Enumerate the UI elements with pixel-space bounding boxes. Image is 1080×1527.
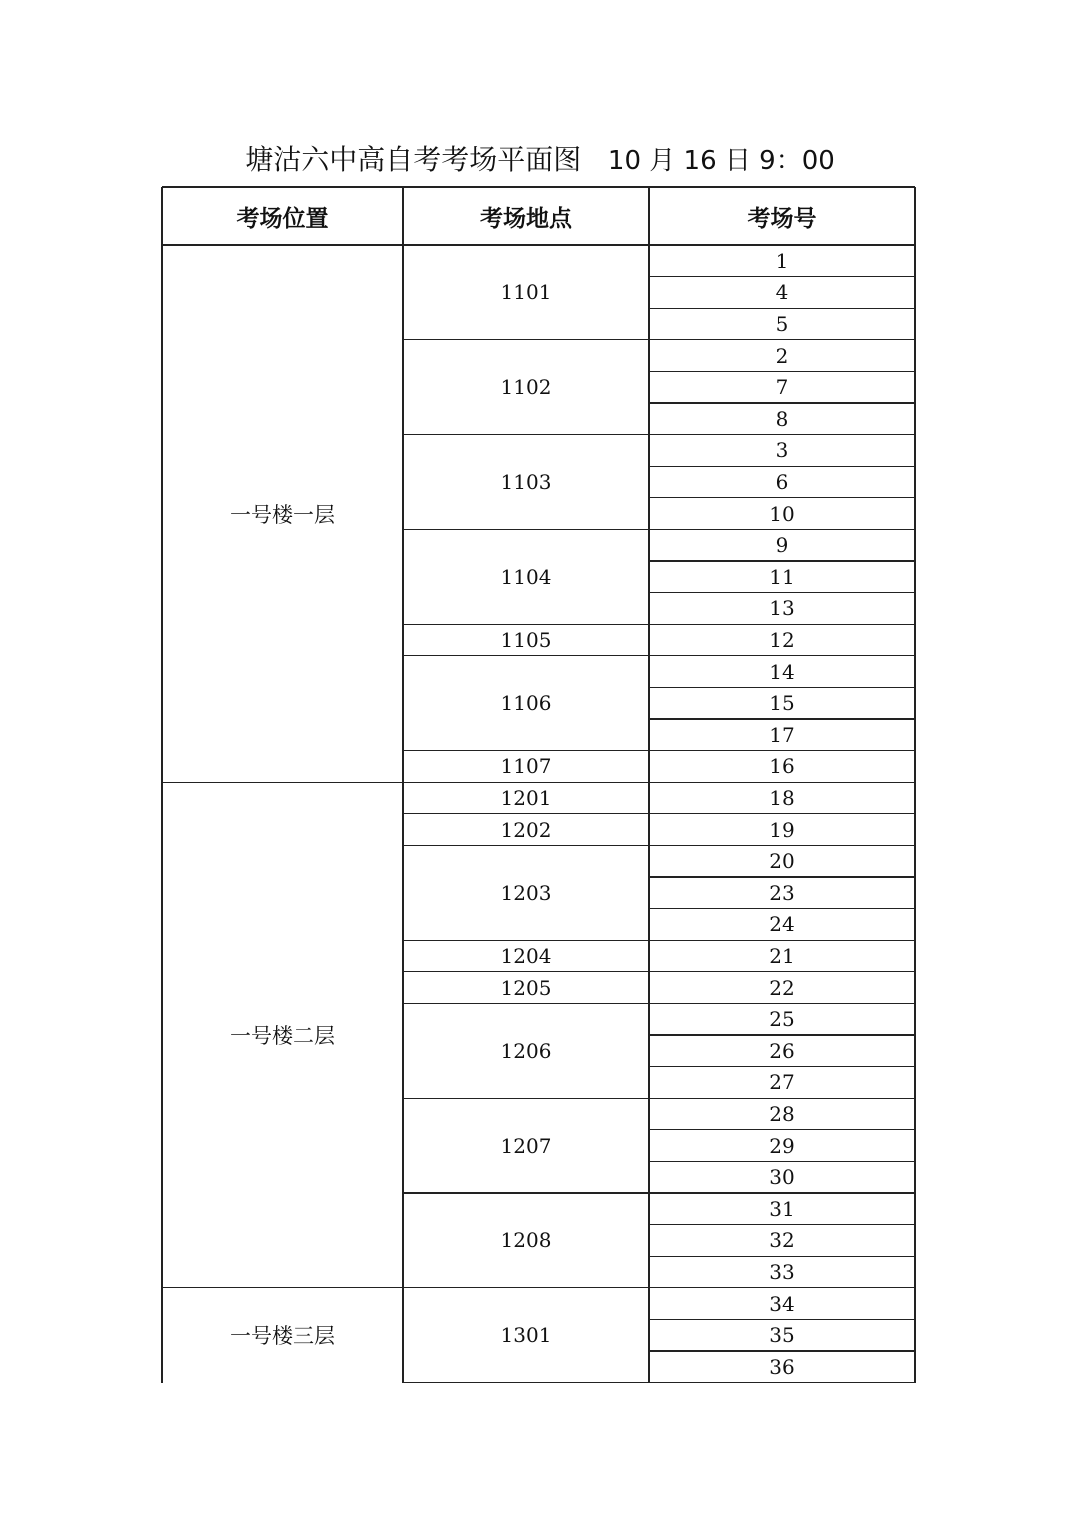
title-date: 10 月 16 日 9：00 bbox=[607, 146, 835, 176]
exam-number: 13 bbox=[769, 596, 795, 621]
exam-number: 26 bbox=[769, 1038, 795, 1063]
room-number: 1201 bbox=[500, 785, 552, 810]
room-number: 1105 bbox=[500, 627, 552, 652]
room-number: 1207 bbox=[500, 1133, 552, 1158]
exam-number: 8 bbox=[775, 406, 789, 431]
exam-number: 11 bbox=[769, 564, 795, 589]
exam-number: 31 bbox=[769, 1196, 795, 1221]
grid-line bbox=[162, 186, 915, 187]
exam-number: 17 bbox=[769, 722, 795, 747]
room-number: 1204 bbox=[500, 943, 552, 968]
exam-number: 14 bbox=[769, 659, 795, 684]
exam-number: 19 bbox=[769, 817, 795, 842]
exam-number: 3 bbox=[775, 438, 789, 463]
exam-number: 36 bbox=[769, 1354, 795, 1379]
exam-number: 29 bbox=[769, 1133, 795, 1158]
grid-line bbox=[648, 187, 649, 1383]
exam-number: 7 bbox=[775, 375, 789, 400]
grid-line bbox=[914, 187, 915, 1383]
exam-number: 9 bbox=[775, 533, 789, 558]
grid-line bbox=[402, 187, 403, 1383]
exam-number: 28 bbox=[769, 1101, 795, 1126]
exam-number: 10 bbox=[769, 501, 795, 526]
exam-number: 32 bbox=[769, 1228, 795, 1253]
room-number: 1103 bbox=[500, 469, 552, 494]
column-header: 考场号 bbox=[747, 205, 817, 232]
title-main: 塘沽六中高自考考场平面图 bbox=[245, 143, 582, 176]
exam-number: 4 bbox=[775, 280, 789, 305]
room-number: 1203 bbox=[500, 880, 552, 905]
exam-number: 15 bbox=[769, 691, 795, 716]
exam-number: 33 bbox=[769, 1259, 795, 1284]
room-number: 1206 bbox=[500, 1038, 552, 1063]
exam-number: 25 bbox=[769, 1007, 795, 1032]
exam-number: 16 bbox=[769, 754, 795, 779]
room-number: 1102 bbox=[500, 375, 552, 400]
room-number: 1202 bbox=[500, 817, 552, 842]
column-header: 考场位置 bbox=[236, 205, 329, 232]
exam-number: 34 bbox=[769, 1291, 795, 1316]
page-title bbox=[0, 140, 1080, 181]
location-name: 一号楼二层 bbox=[230, 1023, 335, 1048]
column-header: 考场地点 bbox=[480, 205, 572, 232]
grid-line bbox=[161, 187, 162, 1383]
grid-line bbox=[403, 1382, 649, 1383]
exam-number: 6 bbox=[775, 469, 789, 494]
room-number: 1101 bbox=[500, 280, 552, 305]
exam-room-table bbox=[162, 187, 915, 1387]
exam-number: 1 bbox=[775, 248, 789, 273]
grid-line bbox=[649, 1382, 915, 1383]
exam-number: 5 bbox=[775, 311, 789, 336]
exam-number: 30 bbox=[769, 1165, 795, 1190]
exam-number: 21 bbox=[769, 943, 795, 968]
exam-number: 23 bbox=[769, 880, 795, 905]
exam-number: 12 bbox=[769, 627, 795, 652]
room-number: 1104 bbox=[500, 564, 552, 589]
exam-number: 18 bbox=[769, 785, 795, 810]
room-number: 1106 bbox=[500, 691, 552, 716]
exam-number: 27 bbox=[769, 1070, 795, 1095]
room-number: 1107 bbox=[500, 754, 552, 779]
exam-number: 35 bbox=[769, 1323, 795, 1348]
room-number: 1205 bbox=[500, 975, 552, 1000]
exam-number: 22 bbox=[769, 975, 795, 1000]
room-number: 1301 bbox=[500, 1323, 552, 1348]
exam-number: 24 bbox=[769, 912, 795, 937]
exam-number: 20 bbox=[769, 849, 795, 874]
exam-number: 2 bbox=[775, 343, 789, 368]
location-name: 一号楼一层 bbox=[230, 502, 335, 527]
room-number: 1208 bbox=[500, 1228, 552, 1253]
location-name: 一号楼三层 bbox=[230, 1324, 335, 1349]
